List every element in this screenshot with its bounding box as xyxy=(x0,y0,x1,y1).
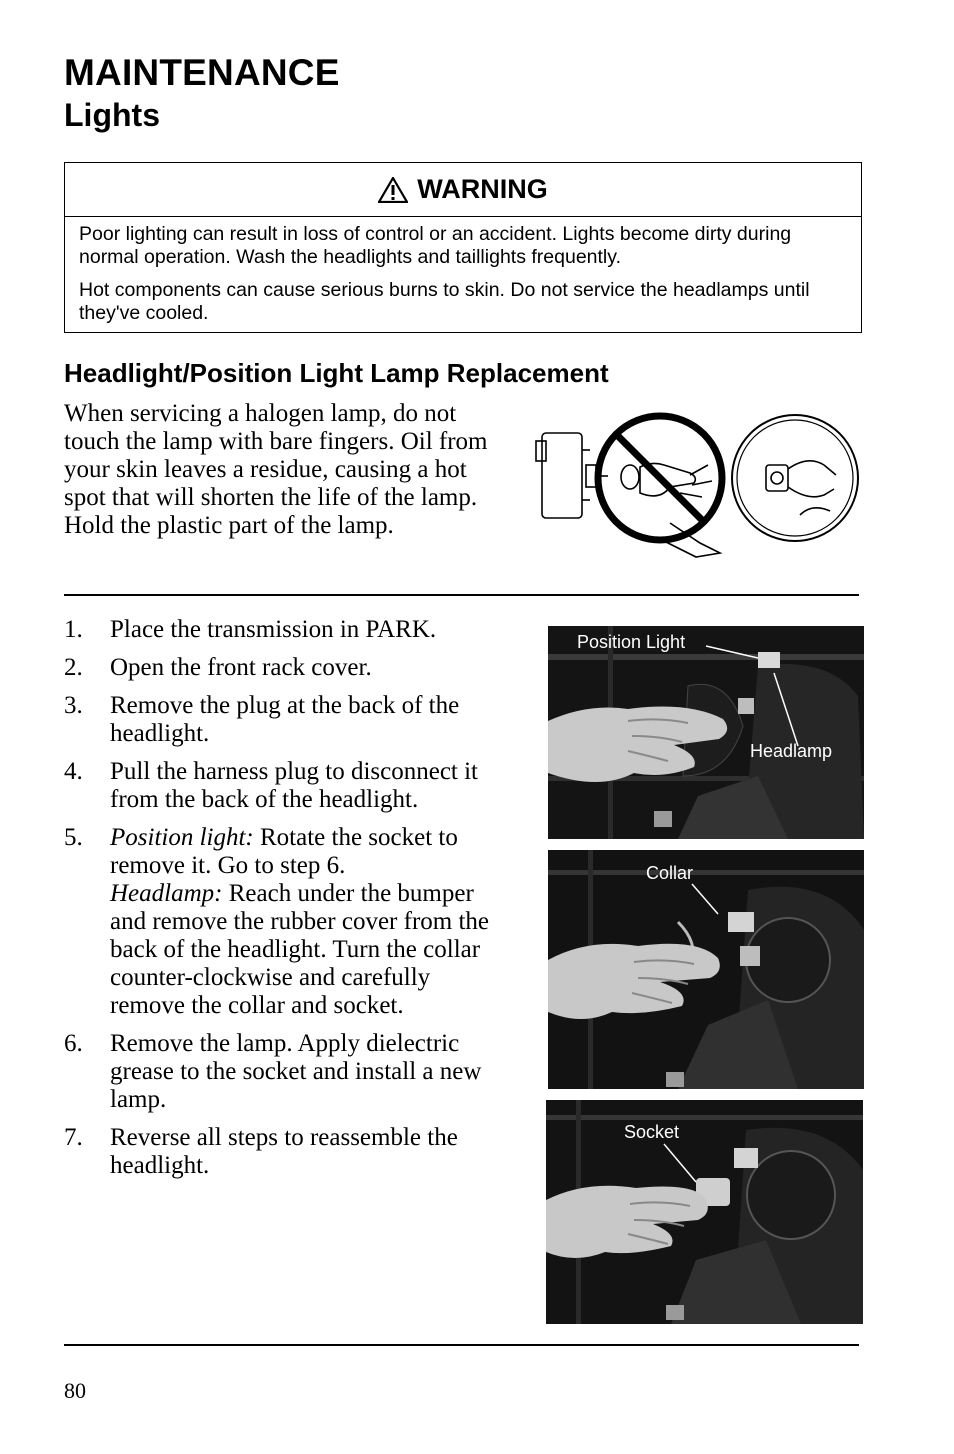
list-item: 6. Remove the lamp. Apply dielectric grease to the socket and install a new lamp. xyxy=(64,1030,482,1113)
photo-2-graphic xyxy=(548,850,864,1089)
list-item: 1. Place the transmission in PARK. xyxy=(64,616,437,643)
photo-1-graphic xyxy=(548,626,864,839)
section-title: MAINTENANCE xyxy=(64,52,340,93)
photo-label-collar: Collar xyxy=(646,863,694,883)
subsection-title: Lights xyxy=(64,97,160,133)
warning-triangle-icon xyxy=(378,177,408,203)
list-item: 3. Remove the plug at the back of the headlight. xyxy=(64,692,460,747)
list-item: 5. Position light: Rotate the socket to remove it. Go to step 6. Headlamp: Reach under the bumper and remove the rubber cover from the back of the headlight. Turn the collar counter-clockwise and carefully remove the collar and socket. xyxy=(64,824,490,1019)
photo-3-graphic xyxy=(546,1100,863,1324)
photo-socket xyxy=(546,1100,863,1324)
warning-paragraph-2: Hot components can cause serious burns to skin. Do not service the headlamps until they've cooled. xyxy=(79,279,810,324)
divider-bottom xyxy=(64,1344,859,1346)
warning-body xyxy=(65,217,861,325)
section-heading: Headlight/Position Light Lamp Replacement xyxy=(64,358,609,388)
warning-header xyxy=(65,163,861,217)
warning-title: WARNING xyxy=(417,174,548,204)
photo-label-position-light: Position Light xyxy=(577,632,686,652)
warning-box xyxy=(64,162,862,333)
lamp-handling-illustration xyxy=(530,405,865,560)
procedure-steps-list xyxy=(64,616,504,1190)
photo-label-headlamp: Headlamp xyxy=(750,741,833,761)
photo-position-light-headlamp xyxy=(548,626,864,839)
prohibited-circle-icon xyxy=(598,416,722,557)
correct-handling-circle-icon xyxy=(732,415,858,541)
warning-paragraph-1: Poor lighting can result in loss of control or an accident. Lights become dirty during normal operation. Wash the headlights and taillights frequently. xyxy=(79,223,792,268)
intro-paragraph: When servicing a halogen lamp, do not touch the lamp with bare fingers. Oil from your skin leaves a residue, causing a hot spot that will shorten the life of the lamp. Hold the plastic part of the lamp. xyxy=(64,400,488,539)
list-item: 7. Reverse all steps to reassemble the headlight. xyxy=(64,1124,458,1179)
divider-top xyxy=(64,594,859,596)
photo-label-socket: Socket xyxy=(624,1122,680,1142)
list-item: 2. Open the front rack cover. xyxy=(64,654,372,681)
photo-collar xyxy=(548,850,864,1089)
list-item: 4. Pull the harness plug to disconnect it from the back of the headlight. xyxy=(64,758,479,813)
page-number: 80 xyxy=(64,1378,86,1403)
